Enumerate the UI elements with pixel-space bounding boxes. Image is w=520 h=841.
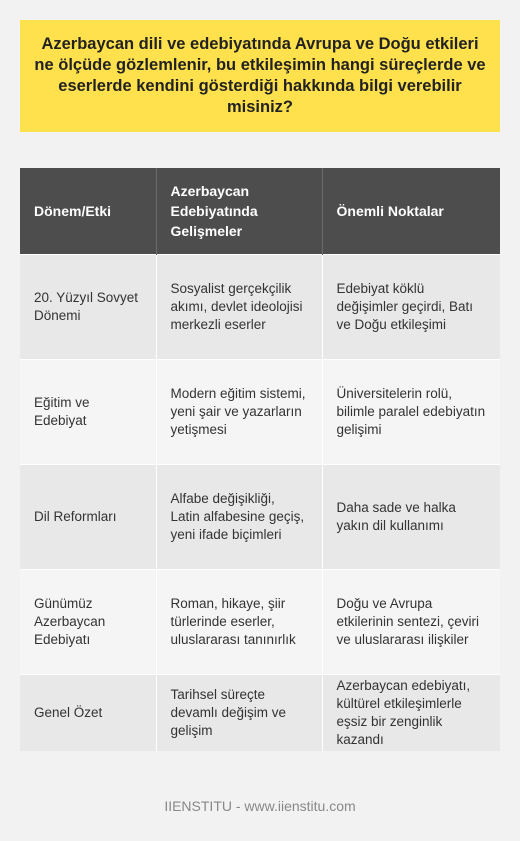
cell-key-points: Doğu ve Avrupa etkilerinin sentezi, çeviri ve uluslararası ilişkiler <box>322 570 500 675</box>
cell-period: Genel Özet <box>20 675 156 752</box>
cell-period: Dil Reformları <box>20 465 156 570</box>
cell-period: Eğitim ve Edebiyat <box>20 360 156 465</box>
table-row <box>20 570 500 675</box>
table-row <box>20 465 500 570</box>
cell-developments: Tarihsel süreçte devamlı değişim ve gelişim <box>156 675 322 752</box>
cell-developments: Roman, hikaye, şiir türlerinde eserler, uluslararası tanınırlık <box>156 570 322 675</box>
cell-developments: Sosyalist gerçekçilik akımı, devlet ideolojisi merkezli eserler <box>156 255 322 360</box>
footer-credit: IIENSTITU - www.iienstitu.com <box>164 798 356 814</box>
cell-period: 20. Yüzyıl Sovyet Dönemi <box>20 255 156 360</box>
table-row <box>20 255 500 360</box>
cell-developments: Modern eğitim sistemi, yeni şair ve yazarların yetişmesi <box>156 360 322 465</box>
header-period: Dönem/Etki <box>20 168 156 255</box>
table-row <box>20 360 500 465</box>
cell-developments: Alfabe değişikliği, Latin alfabesine geçiş, yeni ifade biçimleri <box>156 465 322 570</box>
table-header-row <box>20 168 500 255</box>
cell-key-points: Azerbaycan edebiyatı, kültürel etkileşimlerle eşsiz bir zenginlik kazandı <box>322 675 500 752</box>
cell-key-points: Edebiyat köklü değişimler geçirdi, Batı ve Doğu etkileşimi <box>322 255 500 360</box>
table-row <box>20 675 500 752</box>
header-key-points: Önemli Noktalar <box>322 168 500 255</box>
cell-period: Günümüz Azerbaycan Edebiyatı <box>20 570 156 675</box>
comparison-table-container <box>20 168 500 751</box>
cell-key-points: Üniversitelerin rolü, bilimle paralel edebiyatın gelişimi <box>322 360 500 465</box>
comparison-table <box>20 168 500 751</box>
header-developments: Azerbaycan Edebiyatında Gelişmeler <box>156 168 322 255</box>
question-title: Azerbaycan dili ve edebiyatında Avrupa ve Doğu etkileri ne ölçüde gözlemlenir, bu etkileşimin hangi süreçlerde ve eserlerde kendini gösterdiği hakkında bilgi verebilir misiniz? <box>34 35 486 116</box>
question-banner <box>20 20 500 132</box>
cell-key-points: Daha sade ve halka yakın dil kullanımı <box>322 465 500 570</box>
